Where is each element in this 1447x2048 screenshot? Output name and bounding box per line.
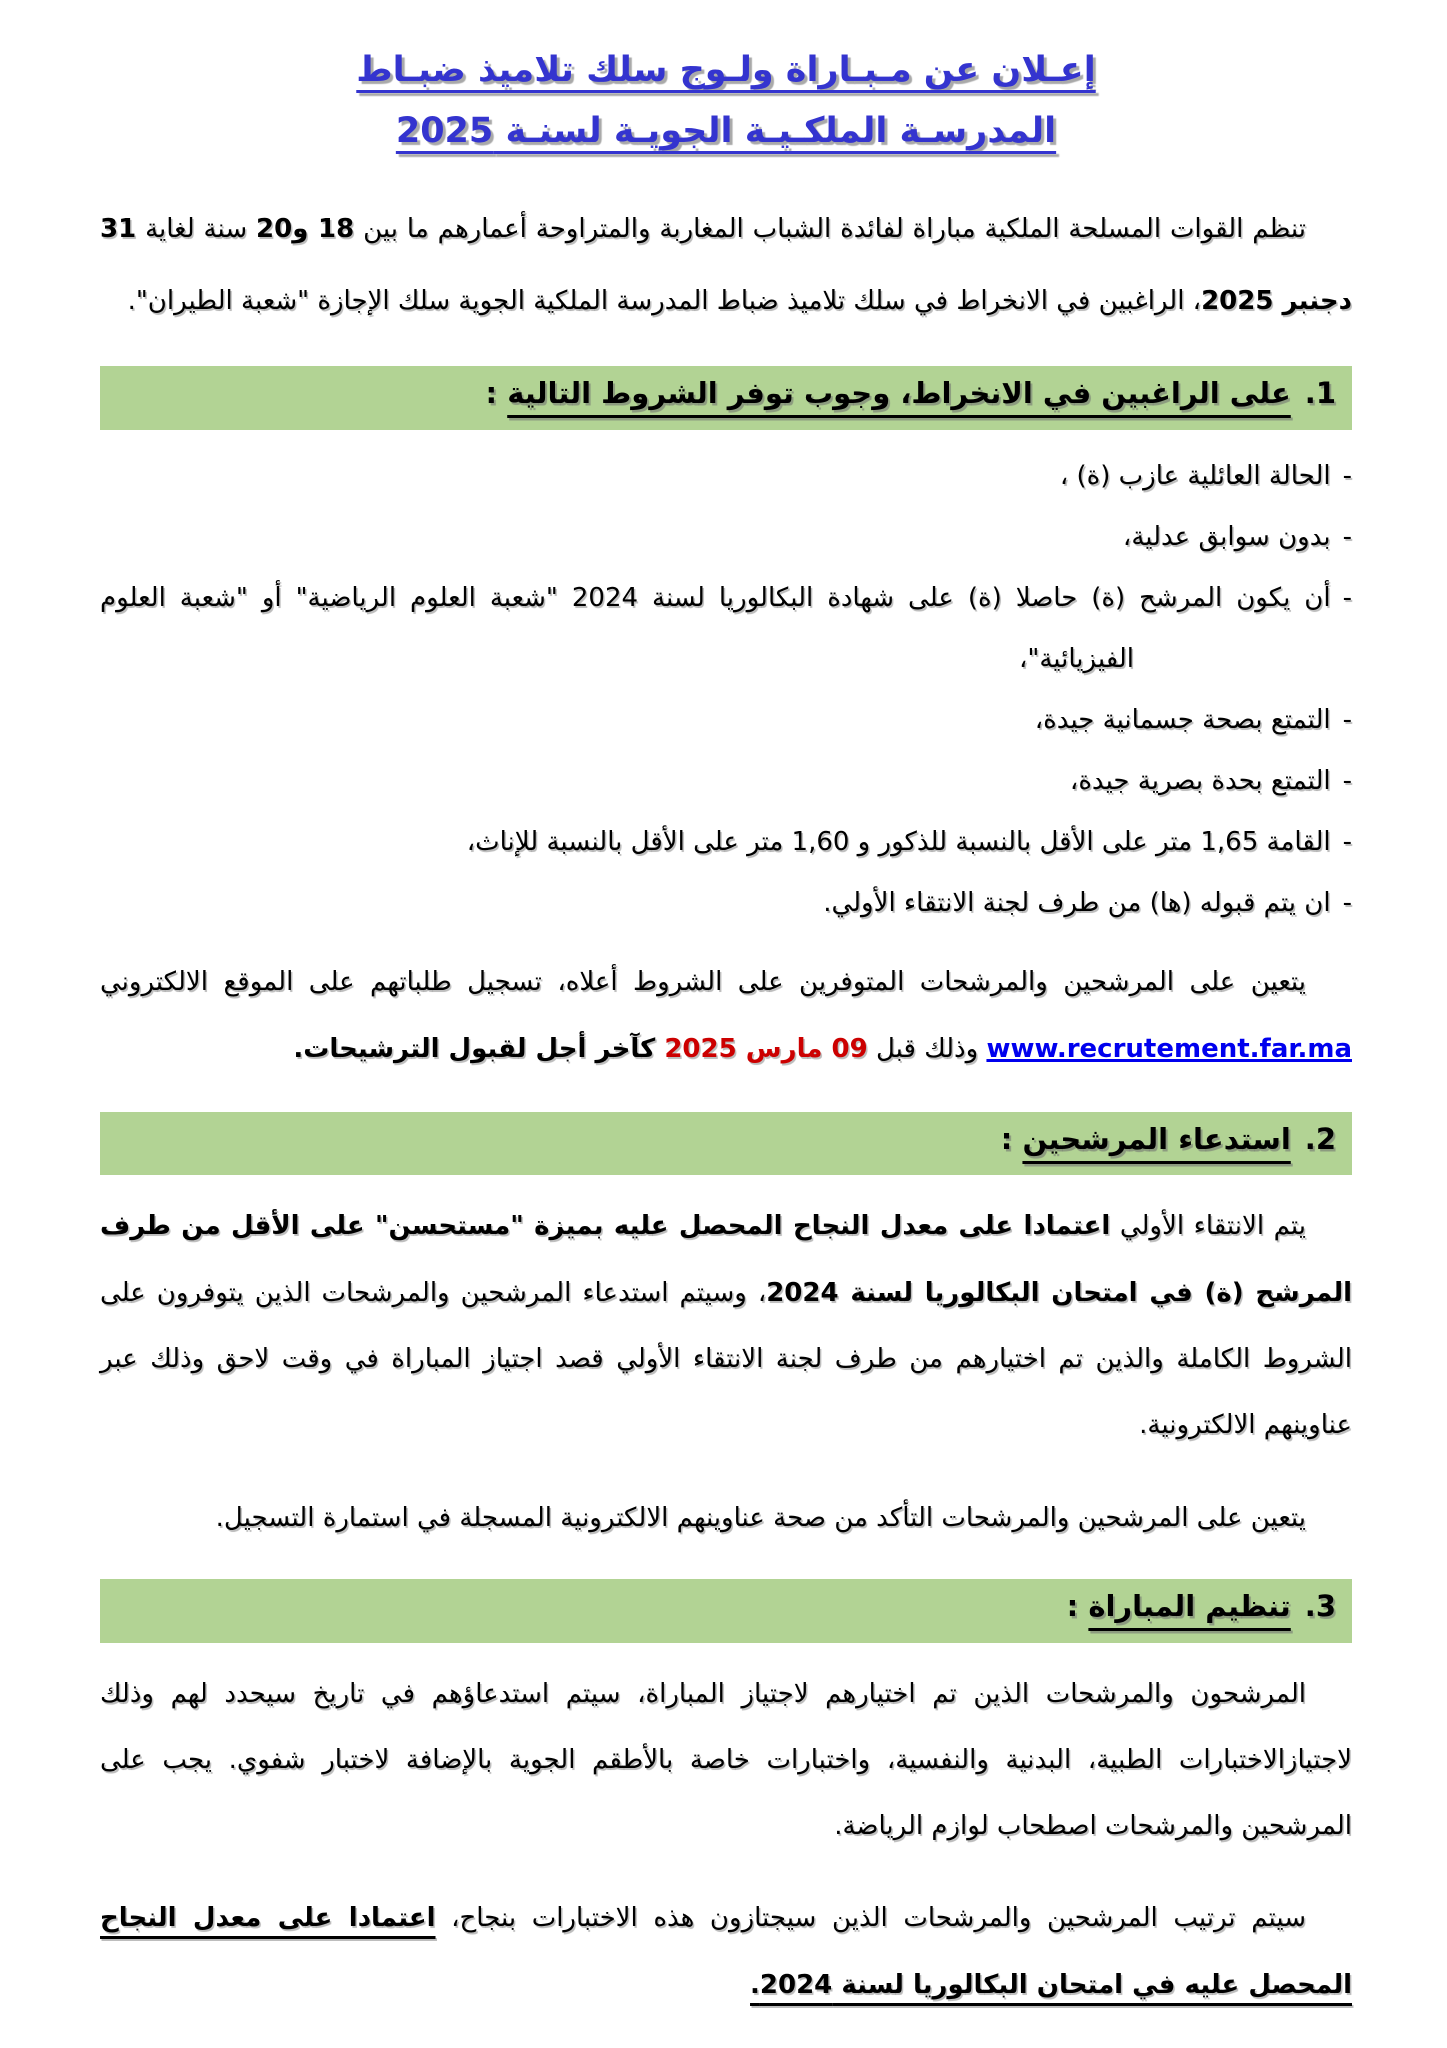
registration-text-before: يتعين على المرشحين والمرشحات المتوفرين على الشروط أعلاه، تسجيل طلباتهم على الموقع الالكتروني	[100, 966, 1306, 997]
dash-bullet: -	[1342, 460, 1352, 491]
intro-text-3: ، الراغبين في الانخراط في سلك تلاميذ ضباط المدرسة الملكية الجوية سلك الإجازة "شعبة الطيران".	[127, 286, 1202, 317]
section-1-title: على الراغبين في الانخراط، وجوب توفر الشروط التالية	[507, 376, 1291, 411]
intro-deadline-date: 31 دجنبر 2025	[100, 213, 1352, 317]
condition-item-5	[100, 751, 1352, 812]
selection-paragraph	[100, 1193, 1352, 1458]
intro-text-2: سنة لغاية	[136, 213, 257, 244]
title-line-1: إعـلان عن مـبـاراة ولـوج سلك تلاميذ ضبـاط	[356, 50, 1096, 90]
recruitment-website-link[interactable]: www.recrutement.far.ma	[986, 1034, 1352, 1065]
conditions-list	[100, 446, 1352, 935]
document-title	[100, 40, 1352, 163]
condition-item-2	[100, 507, 1352, 568]
registration-deadline: 09 مارس 2025	[664, 1034, 868, 1065]
condition-text-2: بدون سوابق عدلية،	[1122, 521, 1331, 552]
section-1-number: 1.	[1304, 376, 1336, 411]
section-3-title: تنظيم المباراة	[1088, 1588, 1291, 1623]
selection-text-bold: اعتمادا على معدل النجاح المحصل عليه بميزة "مستحسن" على الأقل من طرف المرشح (ة) في امتحان البكالوريا لسنة 2024	[100, 1211, 1352, 1308]
title-line-2: المدرسـة الملكـيـة الجويـة لسنـة 2025	[395, 111, 1057, 152]
ranking-text-regular: سيتم ترتيب المرشحين والمرشحات الذين سيجتازون هذه الاختبارات بنجاح،	[435, 1903, 1306, 1934]
ranking-paragraph	[100, 1885, 1352, 2018]
dash-bullet: -	[1342, 888, 1352, 919]
section-2-title: استدعاء المرشحين	[1022, 1121, 1291, 1156]
section-3-colon: :	[1066, 1588, 1089, 1623]
dash-bullet: -	[1342, 705, 1352, 736]
intro-paragraph	[100, 193, 1352, 339]
condition-text-5: التمتع بحدة بصرية جيدة،	[1069, 766, 1331, 797]
exam-organization-paragraph: المرشحون والمرشحات الذين تم اختيارهم لاجتياز المباراة، سيتم استدعاؤهم في تاريخ سيحدد لهم وذلك لاجتيازالاختبارات الطبية، البدنية والنفسية، واختبارات خاصة بالأطقم الجوية بالإضافة لاختبار شفوي. يجب على المرشحين والمرشحات اصطحاب لوازم الرياضة.	[100, 1678, 1352, 1842]
registration-paragraph	[100, 949, 1352, 1084]
dash-bullet: -	[1342, 827, 1352, 858]
condition-item-7	[100, 873, 1352, 934]
title-line-2-wrap	[100, 101, 1352, 162]
condition-text-4: التمتع بصحة جسمانية جيدة،	[1034, 705, 1331, 736]
selection-text-rest: ، وسيتم استدعاء المرشحين والمرشحات الذين يتوفرون على الشروط الكاملة والذين تم اختيارهم من طرف لجنة الانتقاء الأولي قصد اجتياز المباراة في وقت لاحق وذلك عبر عناوينهم الالكترونية.	[100, 1277, 1352, 1441]
section-1-header	[100, 366, 1352, 430]
title-line-1-wrap	[100, 40, 1352, 101]
condition-item-3	[100, 568, 1352, 690]
section-3-header	[100, 1579, 1352, 1643]
condition-text-6: القامة 1,65 متر على الأقل بالنسبة للذكور و 1,60 متر على الأقل بالنسبة للإناث،	[466, 827, 1331, 858]
section-1-colon: :	[485, 376, 508, 411]
section-2-header	[100, 1112, 1352, 1176]
registration-text-middle: وذلك قبل	[867, 1034, 987, 1065]
dash-bullet: -	[1342, 766, 1352, 797]
condition-text-1: الحالة العائلية عازب (ة) ،	[1059, 460, 1331, 491]
condition-item-6	[100, 812, 1352, 873]
dash-bullet: -	[1342, 582, 1352, 613]
section-2-colon: :	[1000, 1121, 1023, 1156]
email-verification-paragraph: يتعين على المرشحين والمرشحات التأكد من صحة عناوينهم الالكترونية المسجلة في استمارة التسجيل.	[215, 1502, 1306, 1533]
registration-text-after: كآخر أجل لقبول الترشيحات.	[293, 1034, 665, 1065]
ranking-text-emphasis: اعتمادا على معدل النجاح المحصل عليه في امتحان البكالوريا لسنة 2024.	[100, 1903, 1352, 2000]
intro-age-range: 18 و20	[256, 213, 355, 244]
section-3-number: 3.	[1304, 1588, 1336, 1623]
condition-item-4	[100, 690, 1352, 751]
dash-bullet: -	[1342, 521, 1352, 552]
intro-text-1: تنظم القوات المسلحة الملكية مباراة لفائدة الشباب المغاربة والمتراوحة أعمارهم ما بين	[354, 213, 1306, 244]
section-2-number: 2.	[1304, 1121, 1336, 1156]
condition-item-1	[100, 446, 1352, 507]
condition-text-7: ان يتم قبوله (ها) من طرف لجنة الانتقاء الأولي.	[823, 888, 1331, 919]
selection-text-regular: يتم الانتقاء الأولي	[1110, 1211, 1306, 1242]
condition-text-3: أن يكون المرشح (ة) حاصلا (ة) على شهادة البكالوريا لسنة 2024 "شعبة العلوم الرياضية" أو "شعبة العلوم الفيزيائية"،	[100, 582, 1331, 675]
